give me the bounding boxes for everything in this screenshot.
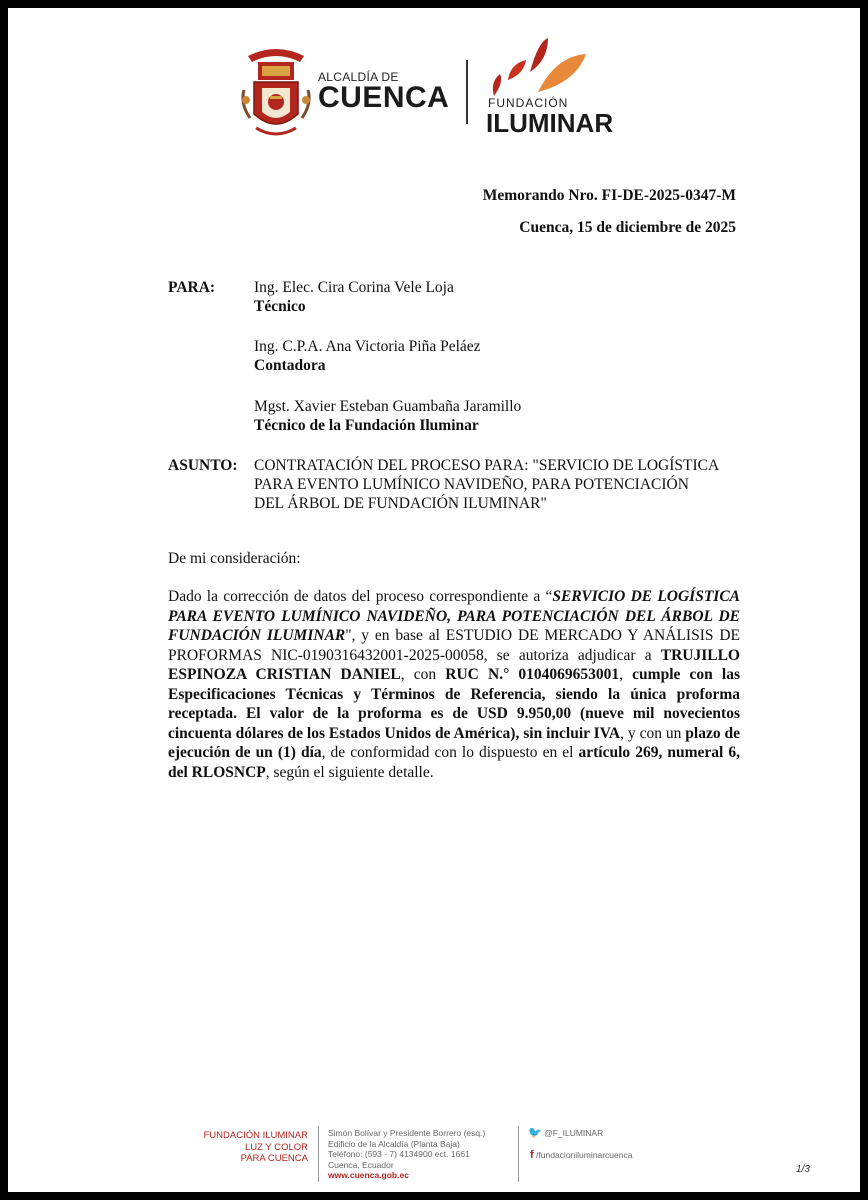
- footer-facebook[interactable]: [530, 1150, 632, 1162]
- body-text-service-name: SERVICIO DE LOGÍSTICA PARA EVENTO LUMÍNICO NAVIDEÑO, PARA POTENCIACIÓN DEL ÁRBOL DE FUNDACIÓN ILUMINAR: [168, 588, 741, 644]
- asunto-line: CONTRATACIÓN DEL PROCESO PARA: "SERVICIO DE LOGÍSTICA: [254, 457, 720, 474]
- footer-address: [328, 1128, 485, 1181]
- body-text: , según el siguiente detalle.: [265, 763, 434, 781]
- recipient-role: Técnico de la Fundación Iluminar: [254, 417, 479, 434]
- fundacion-label: FUNDACIÓN: [488, 96, 569, 110]
- body-text-ruc: RUC N.° 0104069653001: [445, 666, 620, 683]
- footer-brand: [168, 1130, 308, 1165]
- twitter-handle: @F_ILUMINAR: [544, 1128, 604, 1138]
- recipient-name: Mgst. Xavier Esteban Guambaña Jaramillo: [254, 398, 522, 415]
- recipient-name: Ing. Elec. Cira Corina Vele Loja: [254, 279, 454, 296]
- body-text: , con: [400, 666, 446, 683]
- body-paragraph: [168, 587, 740, 782]
- body-text: Dado la corrección de datos del proceso correspondiente a “: [168, 588, 553, 605]
- iluminar-label: ILUMINAR: [486, 108, 614, 138]
- body-text-contractor: TRUJILLO ESPINOZA CRISTIAN DANIEL: [168, 646, 740, 683]
- greeting: De mi consideración:: [168, 550, 301, 567]
- footer-brand-line: PARA CUENCA: [240, 1153, 308, 1164]
- footer-twitter[interactable]: [528, 1128, 603, 1140]
- footer-divider: [318, 1126, 319, 1182]
- footer-website[interactable]: www.cuenca.gob.ec: [328, 1170, 409, 1180]
- footer-address-line: Simón Bolívar y Presidente Borrero (esq.): [328, 1128, 486, 1138]
- facebook-icon: f: [530, 1149, 534, 1161]
- footer-address-line: Edificio de la Alcaldía (Planta Baja): [328, 1138, 460, 1149]
- footer-address-line: Cuenca, Ecuador: [328, 1159, 394, 1170]
- footer-brand-line: FUNDACIÓN ILUMINAR: [203, 1130, 308, 1141]
- footer-brand-line: LUZ Y COLOR: [244, 1141, 308, 1153]
- body-text-compliance: cumple con las Especificaciones Técnicas y Términos de Referencia, siendo la única proforma receptada. El valor de la proforma es de USD 9.950,00 (nueve mil novecientos cincuenta dólares de los Estados Unidos de América), sin incluir IVA: [168, 666, 740, 742]
- body-text: ,: [619, 666, 633, 683]
- fundacion-iluminar-logo-icon: [486, 36, 592, 100]
- body-text-term: plazo de ejecución de un (1) día: [168, 724, 741, 761]
- alcaldia-label: ALCALDÍA DE: [318, 70, 399, 84]
- body-text-article: artículo 269, numeral 6, del RLOSNCP: [168, 744, 741, 781]
- body-text: ", y en base al ESTUDIO DE MERCADO Y ANÁLISIS DE PROFORMAS NIC-0190316432001-2025-00058, se autoriza adjudicar a: [168, 627, 740, 664]
- document-page: [8, 8, 860, 1192]
- recipient-role: Técnico: [254, 298, 306, 315]
- para-label: PARA:: [168, 279, 216, 296]
- asunto-label: ASUNTO:: [168, 457, 238, 474]
- memo-date: Cuenca, 15 de diciembre de 2025: [519, 219, 736, 236]
- asunto-line: PARA EVENTO LUMÍNICO NAVIDEÑO, PARA POTENCIACIÓN: [254, 476, 689, 493]
- page-number: 1/3: [796, 1164, 810, 1175]
- twitter-icon: 🐦: [528, 1127, 542, 1139]
- body-text: , de conformidad con lo dispuesto en el: [321, 744, 579, 761]
- header-divider: [466, 60, 468, 124]
- recipient-role: Contadora: [254, 357, 326, 374]
- asunto-line: DEL ÁRBOL DE FUNDACIÓN ILUMINAR": [254, 495, 547, 512]
- memo-number: Memorando Nro. FI-DE-2025-0347-M: [482, 187, 736, 204]
- recipient-name: Ing. C.P.A. Ana Victoria Piña Peláez: [254, 338, 481, 355]
- body-text: , y con un: [620, 724, 686, 742]
- footer-address-line: Teléfono: (593 - 7) 4134900 ect. 1661: [328, 1149, 470, 1159]
- facebook-handle: /fundacioniluminarcuenca: [536, 1150, 633, 1160]
- footer-divider: [518, 1126, 519, 1182]
- cuenca-label: CUENCA: [318, 81, 450, 114]
- cuenca-coat-of-arms-logo: [240, 42, 312, 142]
